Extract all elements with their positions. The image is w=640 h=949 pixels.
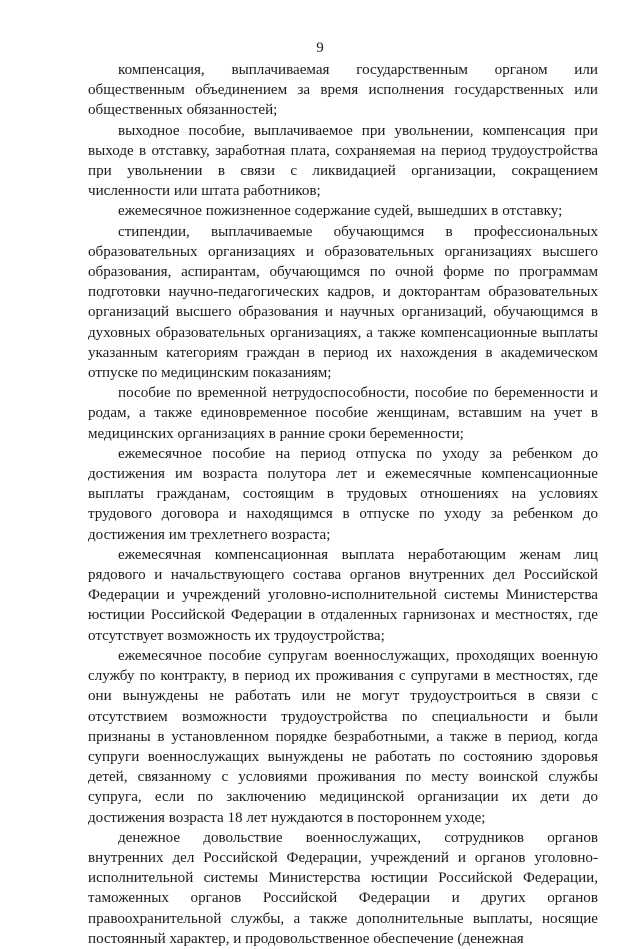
paragraph-childcare-benefit: ежемесячное пособие на период отпуска по уходу за ребенком до достижения им возраста полутора лет и ежемесячные компенсационные выплаты гражданам, состоящим в трудовых отношениях на условиях трудового договора и находящимся в отпуске по уходу за ребенком до достижения им трехлетнего возраста;: [88, 445, 598, 543]
paragraph-sick-leave-benefit: пособие по временной нетрудоспособности, пособие по беременности и родам, а также единовременное пособие женщинам, вставшим на учет в медицинских организациях в ранние сроки беременности;: [88, 385, 598, 442]
paragraph-stipends: стипендии, выплачиваемые обучающимся в профессиональных образовательных организациях и образовательных организациях высшего образования, аспирантам, обучающимся по очной форме по программам подготовки научно-педагогических кадров, и докторантам образовательных организаций высшего образования и научных организаций, обучающимся в духовных образовательных организациях, а также компенсационные выплаты указанным категориям граждан в период их нахождения в академическом отпуске по медицинским показаниям;: [88, 223, 598, 382]
paragraph-monetary-allowance: денежное довольствие военнослужащих, сотрудников органов внутренних дел Российской Федерации, учреждений и органов уголовно-исполнительной системы Министерства юстиции Российской Федерации, таможенных органов Российской Федерации и других органов правоохранительной службы, а также дополнительные выплаты, носящие постоянный характер, и продовольственное обеспечение (денежная: [88, 829, 598, 947]
document-body: [88, 60, 598, 949]
paragraph-judges-allowance: ежемесячное пожизненное содержание судей, вышедших в отставку;: [118, 203, 563, 220]
paragraph-severance-pay: выходное пособие, выплачиваемое при увольнении, компенсация при выходе в отставку, заработная плата, сохраняемая на период трудоустройства при увольнении в связи с ликвидацией организации, сокращением численности или штата работников;: [88, 122, 598, 200]
paragraph-wives-compensation: ежемесячная компенсационная выплата неработающим женам лиц рядового и начальствующего состава органов внутренних дел Российской Федерации и учреждений уголовно-исполнительной системы Министерства юстиции Российской Федерации в отдаленных гарнизонах и местностях, где отсутствует возможность их трудоустройства;: [88, 546, 598, 644]
paragraph-spouses-benefit: ежемесячное пособие супругам военнослужащих, проходящих военную службу по контракту, в период их проживания с супругами в местностях, где они вынуждены не работать или не могут трудоустроиться в связи с отсутствием возможности трудоустройства по специальности и были признаны в установленном порядке безработными, а также в период, когда супруги военнослужащих вынуждены не работать по состоянию здоровья детей, связанному с условиями проживания по месту воинской службы супруга, если по заключению медицинской организации их дети до достижения возраста 18 лет нуждаются в постороннем уходе;: [88, 647, 598, 826]
page-number: 9: [316, 40, 324, 56]
paragraph-compensation: компенсация, выплачиваемая государственным органом или общественным объединением за время исполнения государственных или общественных обязанностей;: [88, 62, 598, 119]
